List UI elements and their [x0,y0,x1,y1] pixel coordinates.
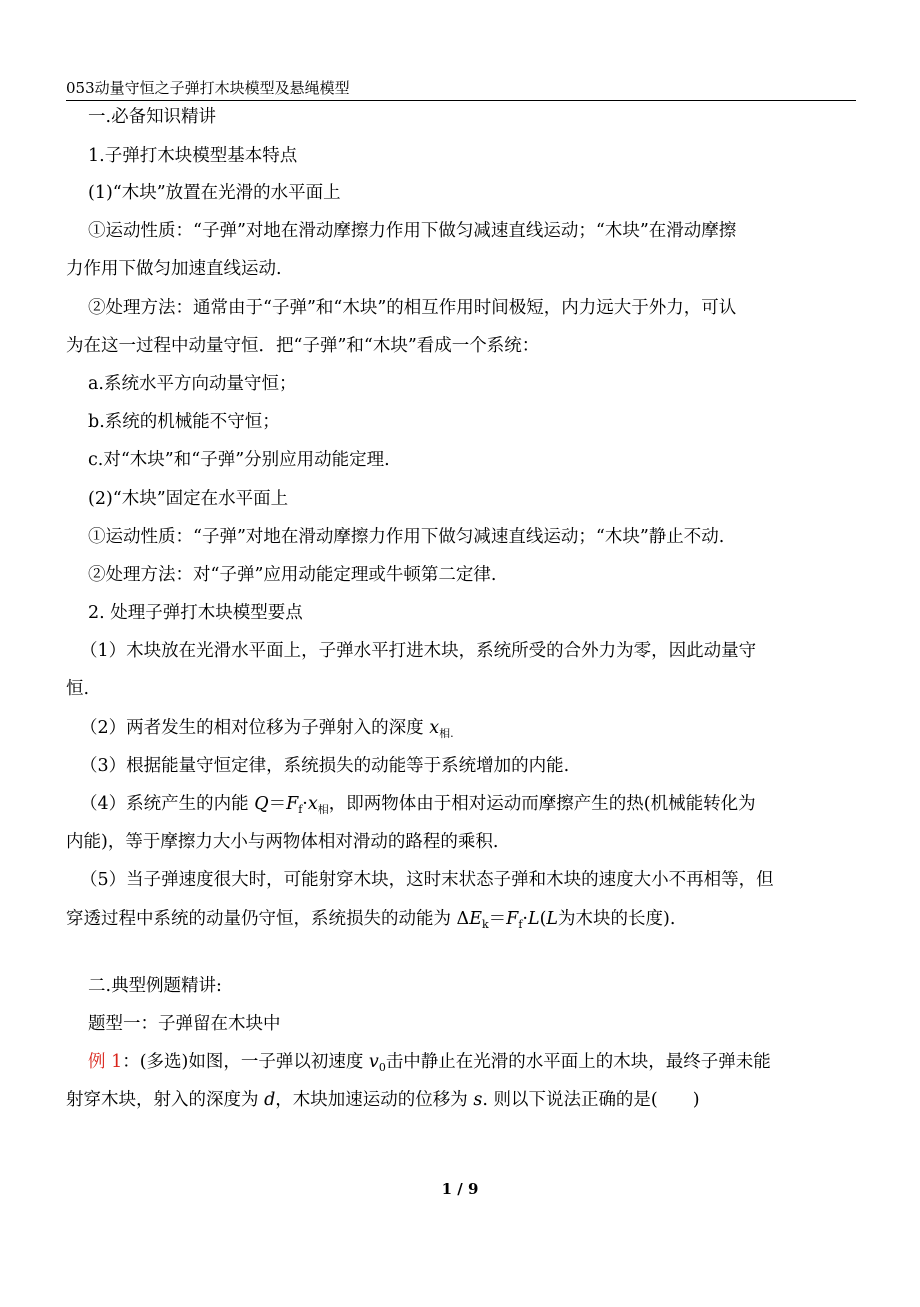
text: ＝ [268,794,287,814]
paragraph-line: ①运动性质：“子弹”对地在滑动摩擦力作用下做匀减速直线运动；“木块”在滑动摩擦 [88,221,737,241]
math-var: L [527,909,540,929]
paragraph-line [66,907,675,933]
paragraph-line: 力作用下做匀加速直线运动. [66,259,282,279]
math-var: Q [254,794,269,814]
text: 击中静止在光滑的水平面上的木块，最终子弹未能 [385,1052,771,1072]
subscript: f [298,803,303,816]
subscript: 0 [378,1061,386,1074]
paragraph-line [80,716,454,742]
paragraph-line: 为在这一过程中动量守恒．把“子弹”和“木块”看成一个系统： [66,336,540,356]
math-var: F [506,909,519,929]
math-var: v [368,1052,379,1072]
math-var: s [473,1090,483,1110]
paragraph-line: （1）木块放在光滑水平面上，子弹水平打进木块，系统所受的合外力为零，因此动量守 [80,641,757,661]
paragraph-line: （5）当子弹速度很大时，可能射穿木块，这时末状态子弹和木块的速度大小不再相等，但 [80,870,774,890]
paragraph-line [80,792,756,818]
example-line [88,1050,771,1076]
subscript: f [518,918,523,931]
section-heading: 一.必备知识精讲 [88,107,217,127]
subheading: 题型一：子弹留在木块中 [88,1014,281,1034]
text: · [302,794,308,814]
list-item: b.系统的机械能不守恒； [88,412,280,432]
text: ：(多选)如图，一子弹以初速度 [122,1052,369,1072]
paragraph-line: ②处理方法：对“子弹”应用动能定理或牛顿第二定律. [88,565,497,585]
paragraph-line: 恒. [66,679,90,699]
paragraph-line: 内能)，等于摩擦力大小与两物体相对滑动的路程的乘积. [66,832,499,852]
text: （4）系统产生的内能 [80,794,255,814]
text: 为木块的长度). [558,909,676,929]
case-heading: (1)“木块”放置在光滑的水平面上 [88,183,341,203]
paragraph-line: （3）根据能量守恒定律，系统损失的动能等于系统增加的内能. [80,756,570,776]
example-line [66,1088,700,1112]
text: （2）两者发生的相对位移为子弹射入的深度 [80,718,424,738]
subscript: 相 [317,803,329,816]
page-number: 1 / 9 [441,1180,479,1198]
text: ＝ [488,909,507,929]
text: 射穿木块，射入的深度为 [66,1090,265,1110]
paragraph-line: ①运动性质：“子弹”对地在滑动摩擦力作用下做匀减速直线运动；“木块”静止不动. [88,527,725,547]
math-var: d [264,1090,276,1110]
list-item: c.对“木块”和“子弹”分别应用动能定理. [88,450,390,470]
subscript: k [481,918,489,931]
math-var: L [546,909,559,929]
subheading: 2. 处理子弹打木块模型要点 [88,603,303,623]
example-label: 例 1 [88,1052,123,1072]
math-var: F [286,794,299,814]
text: 穿透过程中系统的动量仍守恒，系统损失的动能为 Δ [66,909,470,929]
math-var: E [469,909,482,929]
math-var: x [429,718,440,738]
section-heading: 二.典型例题精讲: [88,976,222,996]
subscript: 相. [439,727,454,740]
list-item: a.系统水平方向动量守恒； [88,374,297,394]
case-heading: (2)“木块”固定在水平面上 [88,489,289,509]
text: ( [539,909,547,929]
text: · [522,909,528,929]
paragraph-line: ②处理方法：通常由于“子弹”和“木块”的相互作用时间极短，内力远大于外力，可认 [88,298,737,318]
document-header: 053动量守恒之子弹打木块模型及悬绳模型 [66,79,350,97]
header-rule [66,100,856,101]
text: . 则以下说法正确的是( ) [482,1090,700,1110]
text: ，即两物体由于相对运动而摩擦产生的热(机械能转化为 [328,794,756,814]
subheading: 1.子弹打木块模型基本特点 [88,146,298,166]
math-var: x [307,794,318,814]
text: ，木块加速运动的位移为 [275,1090,474,1110]
